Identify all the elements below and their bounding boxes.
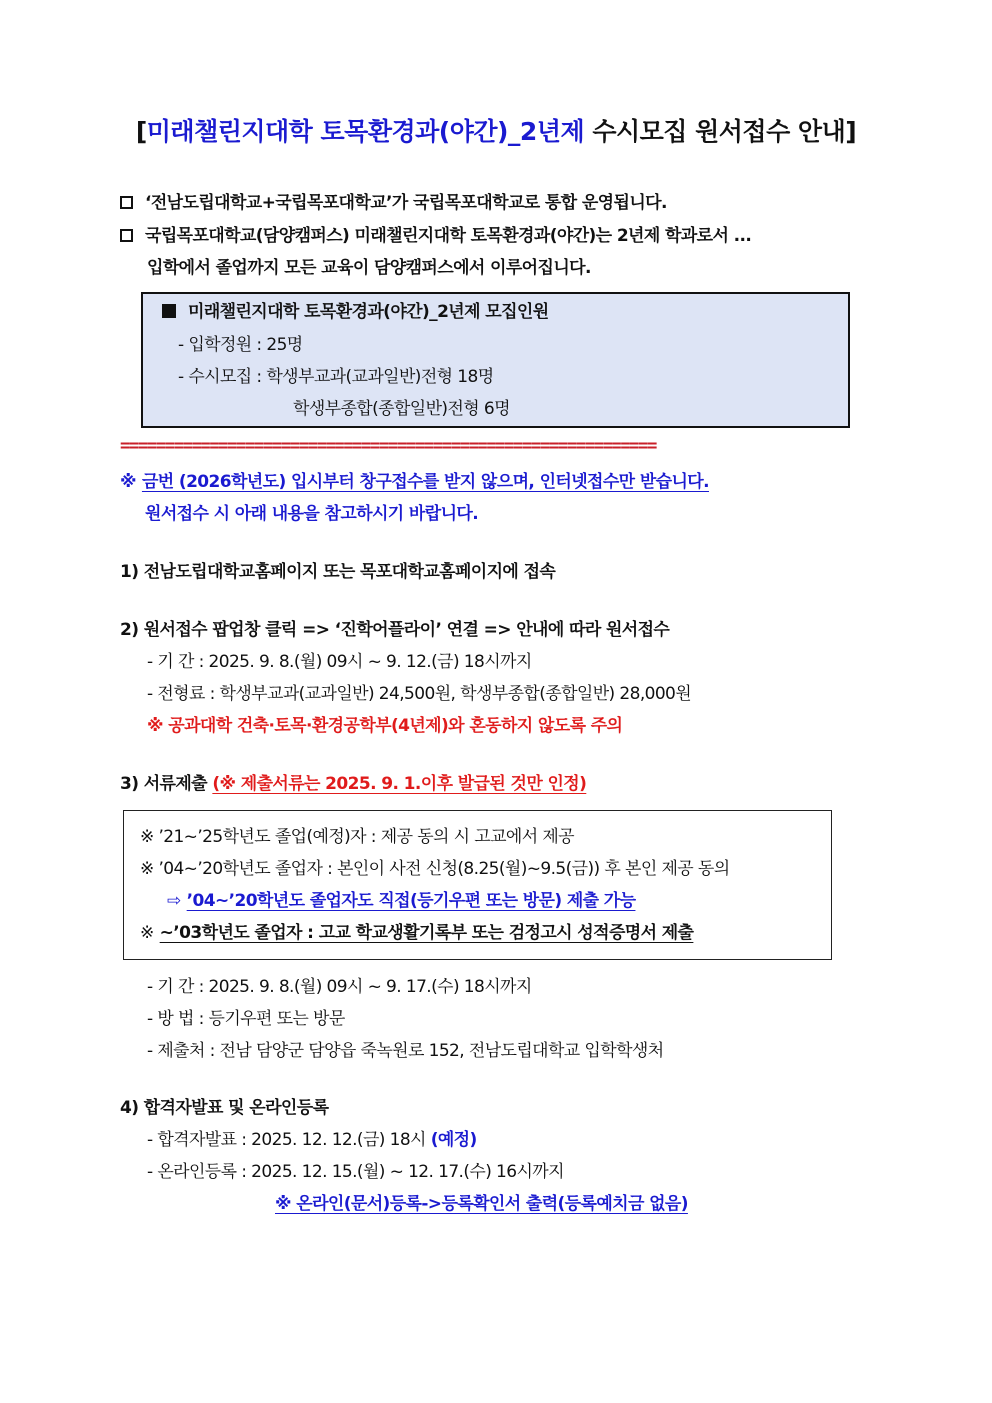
section-3-place: - 제출처 : 전남 담양군 담양읍 죽녹원로 152, 전남도립대학교 입학학생처 [147, 1041, 664, 1061]
quota-line-admission: - 입학정원 : 25명 [178, 335, 303, 355]
section-3-method: - 방 법 : 등기우편 또는 방문 [147, 1009, 345, 1029]
quota-line-early: - 수시모집 : 학생부교과(교과일반)전형 18명 [178, 367, 494, 387]
title-open-bracket: [ [135, 117, 147, 146]
quota-line-comprehensive: 학생부종합(종합일반)전형 6명 [293, 399, 510, 419]
documents-line-pre-2003-text: ~’03학년도 졸업자 : 고교 학교생활기록부 또는 검정고시 성적증명서 제출 [159, 923, 694, 943]
reference-mark-icon: ※ [140, 923, 154, 943]
quota-heading [162, 301, 549, 323]
quota-heading-text: 미래챌린지대학 토목환경과(야간)_2년제 모집인원 [188, 302, 549, 322]
section-2-warning: ※ 공과대학 건축·토목·환경공학부(4년제)와 혼동하지 않도록 주의 [147, 716, 623, 736]
intro-item-2-text: 국립목포대학교(담양캠퍼스) 미래챌린지대학 토목환경과(야간)는 2년제 학과로서 ... [145, 226, 752, 246]
section-4-announce [147, 1129, 477, 1151]
page-title [0, 112, 992, 148]
section-2-period: - 기 간 : 2025. 9. 8.(월) 09시 ~ 9. 12.(금) 18시까지 [147, 652, 532, 672]
title-subject: 수시모집 원서접수 안내] [584, 117, 857, 146]
reference-mark-icon: ※ [120, 472, 136, 492]
section-4-register-note: ※ 온라인(문서)등록->등록확인서 출력(등록예치금 없음) [275, 1194, 688, 1214]
notice-line-1-text: 금번 (2026학년도) 입시부터 창구접수를 받지 않으며, 인터넷접수만 받습니다. [141, 472, 709, 492]
intro-item-1-text: ‘전남도립대학교+국립목포대학교’가 국립목포대학교로 통합 운영됩니다. [145, 193, 667, 213]
section-3-heading-text: 3) 서류제출 [120, 774, 208, 794]
notice-line-1 [120, 471, 709, 493]
intro-item-2 [120, 225, 751, 247]
section-2-fee: - 전형료 : 학생부교과(교과일반) 24,500원, 학생부종합(종합일반) 28,000원 [147, 684, 692, 704]
documents-line-direct [167, 890, 635, 912]
section-3-heading [120, 773, 586, 795]
section-4-announce-text: - 합격자발표 : 2025. 12. 12.(금) 18시 [147, 1130, 431, 1150]
section-4-heading: 4) 합격자발표 및 온라인등록 [120, 1098, 329, 1118]
checkbox-icon [120, 196, 133, 209]
section-4-register: - 온라인등록 : 2025. 12. 15.(월) ~ 12. 17.(수) 16시까지 [147, 1162, 564, 1182]
documents-line-pre-2003 [140, 922, 693, 944]
intro-item-2-continuation: 입학에서 졸업까지 모든 교육이 담양캠퍼스에서 이루어집니다. [147, 258, 591, 278]
separator-line: ============================================================ [120, 436, 657, 454]
section-3-period: - 기 간 : 2025. 9. 8.(월) 09시 ~ 9. 17.(수) 18시까지 [147, 977, 532, 997]
checkbox-icon [120, 229, 133, 242]
notice-line-2: 원서접수 시 아래 내용을 참고하시기 바랍니다. [145, 504, 479, 524]
section-4-announce-note: (예정) [430, 1130, 477, 1150]
title-department: 미래챌린지대학 토목환경과(야간)_2년제 [146, 117, 585, 146]
square-bullet-icon [162, 304, 176, 318]
section-2-heading: 2) 원서접수 팝업창 클릭 => ‘진학어플라이’ 연결 => 안내에 따라 원서접수 [120, 620, 670, 640]
arrow-right-icon: ⇨ [167, 891, 181, 911]
section-1-heading: 1) 전남도립대학교홈페이지 또는 목포대학교홈페이지에 접속 [120, 562, 556, 582]
section-3-heading-note: (※ 제출서류는 2025. 9. 1.이후 발급된 것만 인정) [212, 774, 587, 794]
intro-item-1 [120, 192, 667, 214]
documents-line-direct-text: ’04~’20학년도 졸업자도 직접(등기우편 또는 방문) 제출 가능 [186, 891, 636, 911]
documents-line-2004-2020: ※ ’04~’20학년도 졸업자 : 본인이 사전 신청(8.25(월)~9.5(금)) 후 본인 제공 동의 [140, 859, 730, 879]
documents-line-recent: ※ ’21~’25학년도 졸업(예정)자 : 제공 동의 시 고교에서 제공 [140, 827, 574, 847]
